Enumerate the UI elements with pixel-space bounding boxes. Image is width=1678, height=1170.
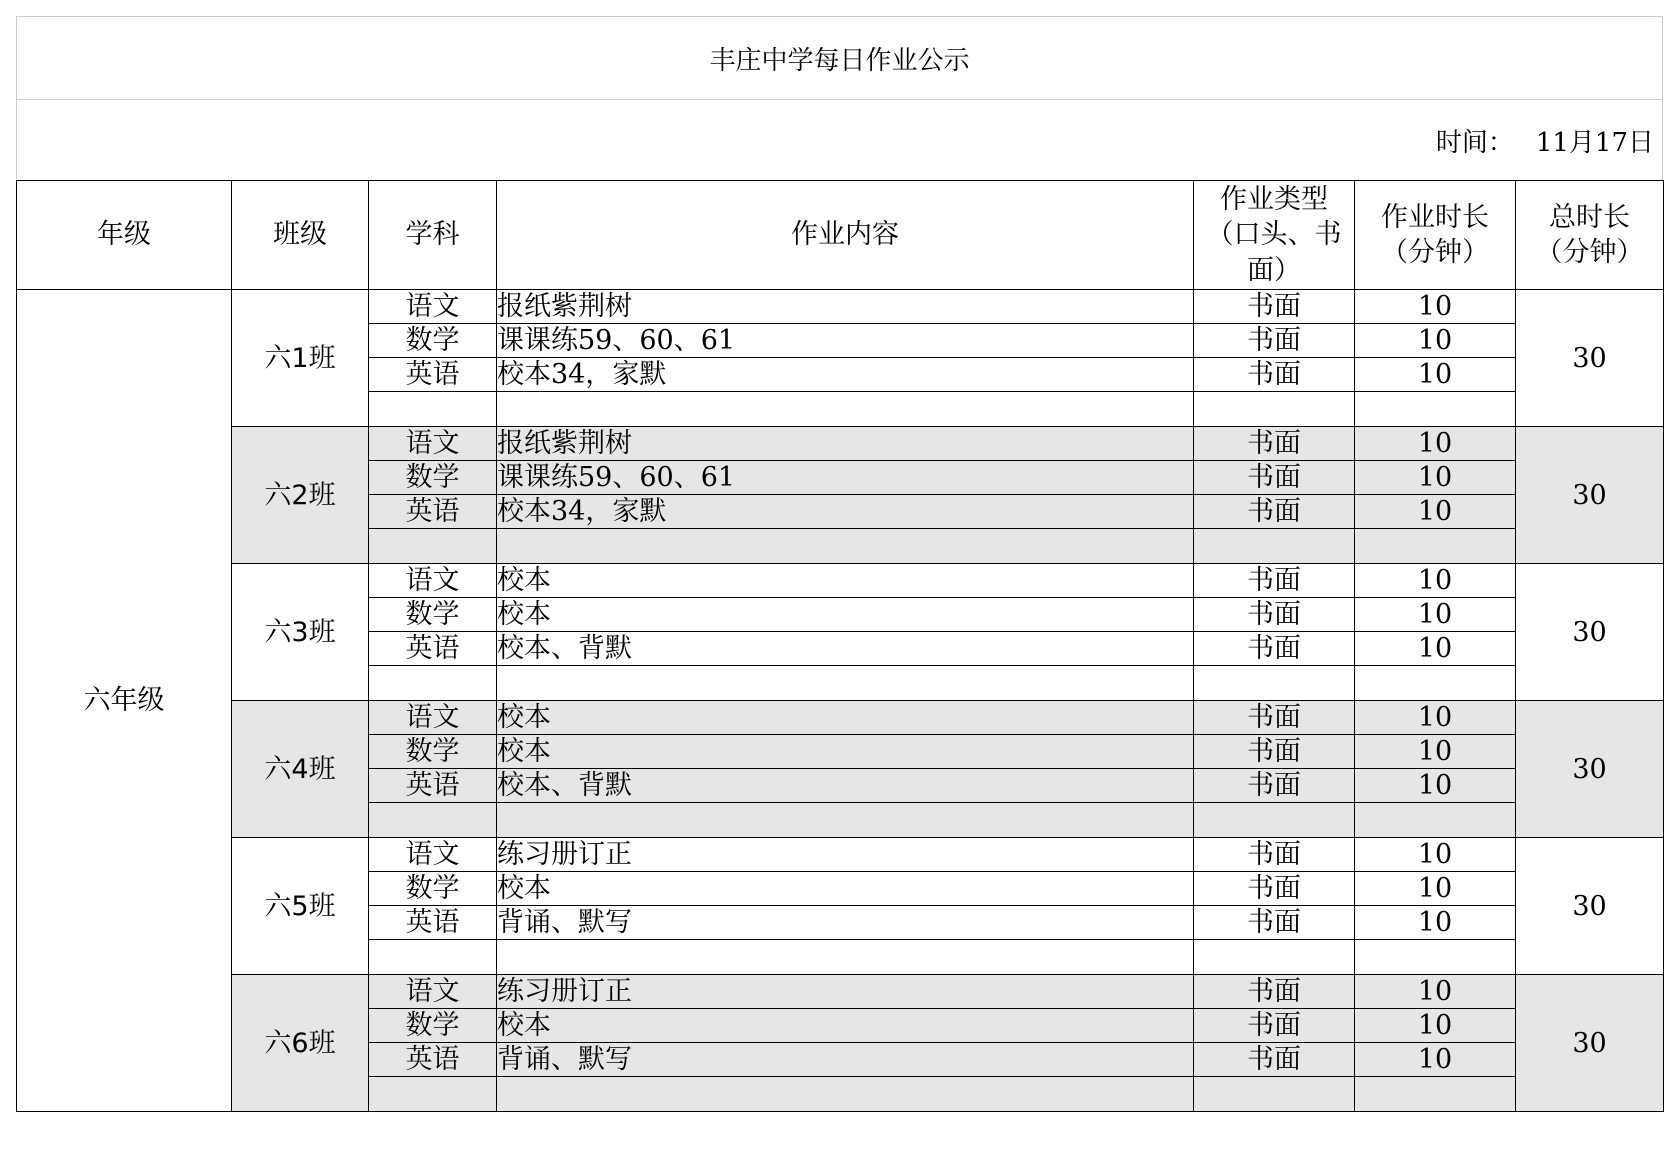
subject-cell: 英语	[369, 1043, 497, 1077]
duration-cell	[1355, 1077, 1516, 1112]
content-cell: 背诵、默写	[497, 1043, 1194, 1077]
subject-cell: 英语	[369, 358, 497, 392]
header-class: 班级	[232, 181, 369, 290]
duration-cell: 10	[1355, 598, 1516, 632]
header-duration: 作业时长（分钟）	[1355, 181, 1516, 290]
content-cell: 校本	[497, 872, 1194, 906]
duration-cell: 10	[1355, 324, 1516, 358]
subject-cell	[369, 666, 497, 701]
content-cell: 校本	[497, 1009, 1194, 1043]
table-row	[17, 838, 1664, 872]
type-cell: 书面	[1194, 427, 1355, 461]
duration-cell: 10	[1355, 735, 1516, 769]
subject-cell: 语文	[369, 427, 497, 461]
duration-cell: 10	[1355, 906, 1516, 940]
type-cell	[1194, 1077, 1355, 1112]
homework-sheet	[16, 16, 1663, 1112]
type-cell: 书面	[1194, 769, 1355, 803]
type-cell	[1194, 529, 1355, 564]
type-cell	[1194, 803, 1355, 838]
duration-cell	[1355, 666, 1516, 701]
duration-cell: 10	[1355, 461, 1516, 495]
type-cell: 书面	[1194, 564, 1355, 598]
content-cell	[497, 529, 1194, 564]
subject-cell: 语文	[369, 975, 497, 1009]
type-cell: 书面	[1194, 290, 1355, 324]
content-cell: 报纸紫荆树	[497, 290, 1194, 324]
duration-cell	[1355, 803, 1516, 838]
content-cell	[497, 940, 1194, 975]
subject-cell: 数学	[369, 598, 497, 632]
subject-cell: 数学	[369, 324, 497, 358]
table-row	[17, 975, 1664, 1009]
subject-cell: 英语	[369, 495, 497, 529]
header-subject: 学科	[369, 181, 497, 290]
total-cell: 30	[1516, 290, 1664, 427]
subject-cell	[369, 803, 497, 838]
duration-cell: 10	[1355, 975, 1516, 1009]
total-cell: 30	[1516, 564, 1664, 701]
duration-cell: 10	[1355, 838, 1516, 872]
class-cell: 六3班	[232, 564, 369, 701]
type-cell: 书面	[1194, 324, 1355, 358]
subject-cell	[369, 529, 497, 564]
content-cell: 校本、背默	[497, 632, 1194, 666]
table-row	[17, 427, 1664, 461]
duration-cell: 10	[1355, 495, 1516, 529]
content-cell	[497, 392, 1194, 427]
subject-cell: 英语	[369, 632, 497, 666]
subject-cell: 数学	[369, 1009, 497, 1043]
duration-cell: 10	[1355, 564, 1516, 598]
content-cell: 校本、背默	[497, 769, 1194, 803]
content-cell: 练习册订正	[497, 975, 1194, 1009]
subject-cell: 数学	[369, 461, 497, 495]
total-cell: 30	[1516, 701, 1664, 838]
header-type: 作业类型（口头、书面）	[1194, 181, 1355, 290]
type-cell: 书面	[1194, 735, 1355, 769]
type-cell: 书面	[1194, 1043, 1355, 1077]
date-row	[17, 100, 1662, 180]
type-cell: 书面	[1194, 632, 1355, 666]
homework-table	[16, 180, 1664, 1112]
duration-cell	[1355, 940, 1516, 975]
type-cell: 书面	[1194, 461, 1355, 495]
content-cell: 练习册订正	[497, 838, 1194, 872]
table-row	[17, 701, 1664, 735]
content-cell	[497, 1077, 1194, 1112]
date-label: 时间：	[1435, 127, 1514, 158]
type-cell: 书面	[1194, 975, 1355, 1009]
content-cell: 校本34，家默	[497, 495, 1194, 529]
duration-cell: 10	[1355, 701, 1516, 735]
class-cell: 六5班	[232, 838, 369, 975]
content-cell: 校本	[497, 735, 1194, 769]
header-content: 作业内容	[497, 181, 1194, 290]
class-cell: 六6班	[232, 975, 369, 1112]
class-cell: 六1班	[232, 290, 369, 427]
content-cell: 校本34，家默	[497, 358, 1194, 392]
type-cell	[1194, 666, 1355, 701]
date-value: 11月17日	[1535, 127, 1654, 158]
content-cell: 校本	[497, 564, 1194, 598]
type-cell: 书面	[1194, 598, 1355, 632]
header-total: 总时长（分钟）	[1516, 181, 1664, 290]
type-cell: 书面	[1194, 838, 1355, 872]
duration-cell: 10	[1355, 290, 1516, 324]
duration-cell	[1355, 392, 1516, 427]
class-cell: 六4班	[232, 701, 369, 838]
duration-cell	[1355, 529, 1516, 564]
content-cell: 校本	[497, 598, 1194, 632]
content-cell: 背诵、默写	[497, 906, 1194, 940]
class-cell: 六2班	[232, 427, 369, 564]
subject-cell	[369, 940, 497, 975]
type-cell: 书面	[1194, 358, 1355, 392]
type-cell: 书面	[1194, 495, 1355, 529]
sheet-banner	[16, 16, 1663, 180]
subject-cell: 英语	[369, 769, 497, 803]
type-cell	[1194, 940, 1355, 975]
duration-cell: 10	[1355, 632, 1516, 666]
subject-cell: 数学	[369, 735, 497, 769]
content-cell: 校本	[497, 701, 1194, 735]
type-cell: 书面	[1194, 701, 1355, 735]
subject-cell	[369, 1077, 497, 1112]
duration-cell: 10	[1355, 427, 1516, 461]
type-cell: 书面	[1194, 906, 1355, 940]
duration-cell: 10	[1355, 1043, 1516, 1077]
duration-cell: 10	[1355, 358, 1516, 392]
subject-cell: 语文	[369, 701, 497, 735]
type-cell: 书面	[1194, 872, 1355, 906]
total-cell: 30	[1516, 838, 1664, 975]
content-cell	[497, 666, 1194, 701]
content-cell: 报纸紫荆树	[497, 427, 1194, 461]
subject-cell: 语文	[369, 838, 497, 872]
content-cell	[497, 803, 1194, 838]
table-body	[17, 290, 1664, 1112]
content-cell: 课课练59、60、61	[497, 461, 1194, 495]
total-cell: 30	[1516, 427, 1664, 564]
content-cell: 课课练59、60、61	[497, 324, 1194, 358]
type-cell: 书面	[1194, 1009, 1355, 1043]
duration-cell: 10	[1355, 872, 1516, 906]
header-grade: 年级	[17, 181, 232, 290]
subject-cell: 语文	[369, 564, 497, 598]
subject-cell: 数学	[369, 872, 497, 906]
subject-cell	[369, 392, 497, 427]
duration-cell: 10	[1355, 769, 1516, 803]
type-cell	[1194, 392, 1355, 427]
subject-cell: 英语	[369, 906, 497, 940]
grade-cell: 六年级	[17, 290, 232, 1112]
header-row	[17, 181, 1664, 290]
table-row	[17, 290, 1664, 324]
sheet-title: 丰庄中学每日作业公示	[17, 17, 1662, 100]
total-cell: 30	[1516, 975, 1664, 1112]
table-row	[17, 564, 1664, 598]
duration-cell: 10	[1355, 1009, 1516, 1043]
subject-cell: 语文	[369, 290, 497, 324]
